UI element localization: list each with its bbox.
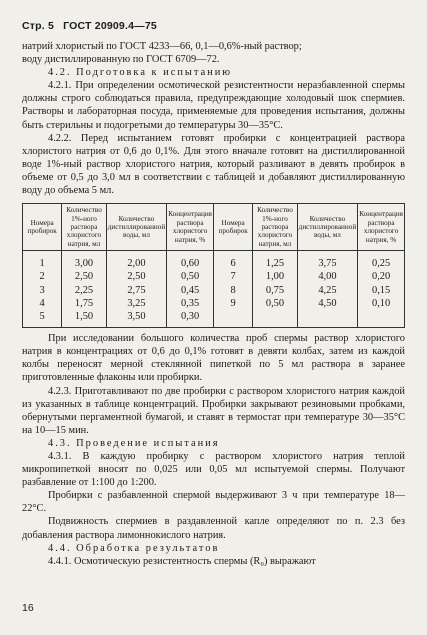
table-cell: 2,50 xyxy=(106,270,167,283)
section-4-3-heading: 4.3. Проведение испытания xyxy=(48,437,220,449)
table-cell: 5 xyxy=(23,310,62,328)
table-cell: 0,75 xyxy=(253,284,297,297)
section-4-4-heading: 4.4. Обработка результатов xyxy=(48,542,220,554)
paragraph-4-2-3: 4.2.3. Приготавливают по две пробирки с раствором хлористого натрия каждой из указанных в таблице концентраций. Пробирки закрывают резиновыми пробками, обернутыми пергаментной бумагой, и ставят в термостат при температуре 30—35°С на 10—15 мин. xyxy=(22,385,405,436)
table-header-cell: Количество 1%-ного раствора хлористого натрия, мл xyxy=(62,204,106,251)
table-cell: 0,30 xyxy=(167,310,214,328)
paragraph-4-2-1: 4.2.1. При определении осмотической резистентности неразбавленной спермы должны строго соблюдаться правила, предупреждающие холодовый шок спермиев. Растворы и лабораторная посуда, применяемые для проведения испытания, должны быть стерильны и подогретыми до температуры 30—35°С. xyxy=(22,80,405,131)
table-cell: 0,50 xyxy=(253,297,297,310)
table-header-cell: Количество дистиллированной воды, мл xyxy=(297,204,358,251)
table-cell: 4,00 xyxy=(297,270,358,283)
paragraph-4-4-1: 4.4.1. Осмотическую резистентность спермы (R₀) выражают xyxy=(48,555,316,567)
intro-line-2: воду дистиллированную по ГОСТ 6709—72. xyxy=(22,54,220,66)
table-header-cell: Номера пробирок xyxy=(213,204,252,251)
table-row xyxy=(23,310,405,328)
table-cell xyxy=(297,310,358,328)
table-row xyxy=(23,270,405,283)
table-cell: 0,45 xyxy=(167,284,214,297)
document-body xyxy=(22,40,405,568)
table-cell: 6 xyxy=(213,251,252,271)
table-cell: 8 xyxy=(213,284,252,297)
table-cell: 3,00 xyxy=(62,251,106,271)
page-label: Стр. 5 xyxy=(22,20,55,32)
table-cell: 4,25 xyxy=(297,284,358,297)
page-number: 16 xyxy=(22,602,34,614)
table-cell: 1,00 xyxy=(253,270,297,283)
table-cell: 3,25 xyxy=(106,297,167,310)
table-cell: 3,50 xyxy=(106,310,167,328)
table-header-cell: Номера пробирок xyxy=(23,204,62,251)
table-cell: 9 xyxy=(213,297,252,310)
table-cell: 2,50 xyxy=(62,270,106,283)
table-cell: 1,75 xyxy=(62,297,106,310)
table-row xyxy=(23,297,405,310)
paragraph-after-table: При исследовании большого количества проб спермы раствор хлористого натрия в концентрациях от 0,6 до 0,1% готовят в девяти колбах, затем из каждой колбы переносят мерной стеклянной пипеткой по 5 мл раствора в заранее приготовленные флаконы или пробирки. xyxy=(22,333,405,384)
table-cell xyxy=(213,310,252,328)
table-cell: 1,25 xyxy=(253,251,297,271)
table-cell: 2,25 xyxy=(62,284,106,297)
page-header xyxy=(22,20,157,32)
table-cell: 4,50 xyxy=(297,297,358,310)
table-cell xyxy=(253,310,297,328)
table-cell: 1,50 xyxy=(62,310,106,328)
standard-number: ГОСТ 20909.4—75 xyxy=(63,20,157,32)
table-cell: 4 xyxy=(23,297,62,310)
table-cell: 2 xyxy=(23,270,62,283)
table-cell: 0,60 xyxy=(167,251,214,271)
paragraph-4-3-1: 4.3.1. В каждую пробирку с раствором хлористого натрия теплой микропипеткой вносят по 0,025 или 0,05 мл испытуемой спермы. Получают разбавление от 1:100 до 1:200. xyxy=(22,451,405,489)
table-cell: 3 xyxy=(23,284,62,297)
table-header-row xyxy=(23,204,405,251)
paragraph-storage: Пробирки с разбавленной спермой выдерживают 3 ч при температуре 18—22°С. xyxy=(22,490,405,515)
table-cell: 3,75 xyxy=(297,251,358,271)
table-cell: 1 xyxy=(23,251,62,271)
table-cell: 0,20 xyxy=(358,270,405,283)
table-cell: 2,75 xyxy=(106,284,167,297)
table-header-cell: Концентрация раствора хлористого натрия, % xyxy=(167,204,214,251)
table-cell: 0,35 xyxy=(167,297,214,310)
table-cell: 0,50 xyxy=(167,270,214,283)
dilution-table xyxy=(22,203,405,328)
table-header-cell: Количество дистиллированной воды, мл xyxy=(106,204,167,251)
table-header-cell: Количество 1%-ного раствора хлористого натрия, мл xyxy=(253,204,297,251)
paragraph-4-2-2: 4.2.2. Перед испытанием готовят пробирки с концентрацией раствора хлористого натрия от 0,6 до 0,1%. Для этого вначале готовят на дистиллированной воде 1%-ный раствор хлористого натрия, который разливают в девять пробирок в объеме от 0,5 до 3,0 мл в соответствии с таблицей и добавляют дистиллированную воду до объема 5 мл. xyxy=(22,132,405,197)
table-row xyxy=(23,251,405,271)
table-row xyxy=(23,284,405,297)
table-cell xyxy=(358,310,405,328)
table-header-cell: Концентрация раствора хлористого натрия, % xyxy=(358,204,405,251)
table-cell: 7 xyxy=(213,270,252,283)
intro-line-1: натрий хлористый по ГОСТ 4233—66, 0,1—0,6%-ный раствор; xyxy=(22,41,302,52)
table-cell: 0,10 xyxy=(358,297,405,310)
table-cell: 0,25 xyxy=(358,251,405,271)
table-cell: 2,00 xyxy=(106,251,167,271)
section-4-2-heading: 4.2. Подготовка к испытанию xyxy=(48,67,233,79)
table-cell: 0,15 xyxy=(358,284,405,297)
paragraph-motility: Подвижность спермиев в раздавленной капле определяют по п. 2.3 без добавления раствора лимоннокислого натрия. xyxy=(22,516,405,541)
